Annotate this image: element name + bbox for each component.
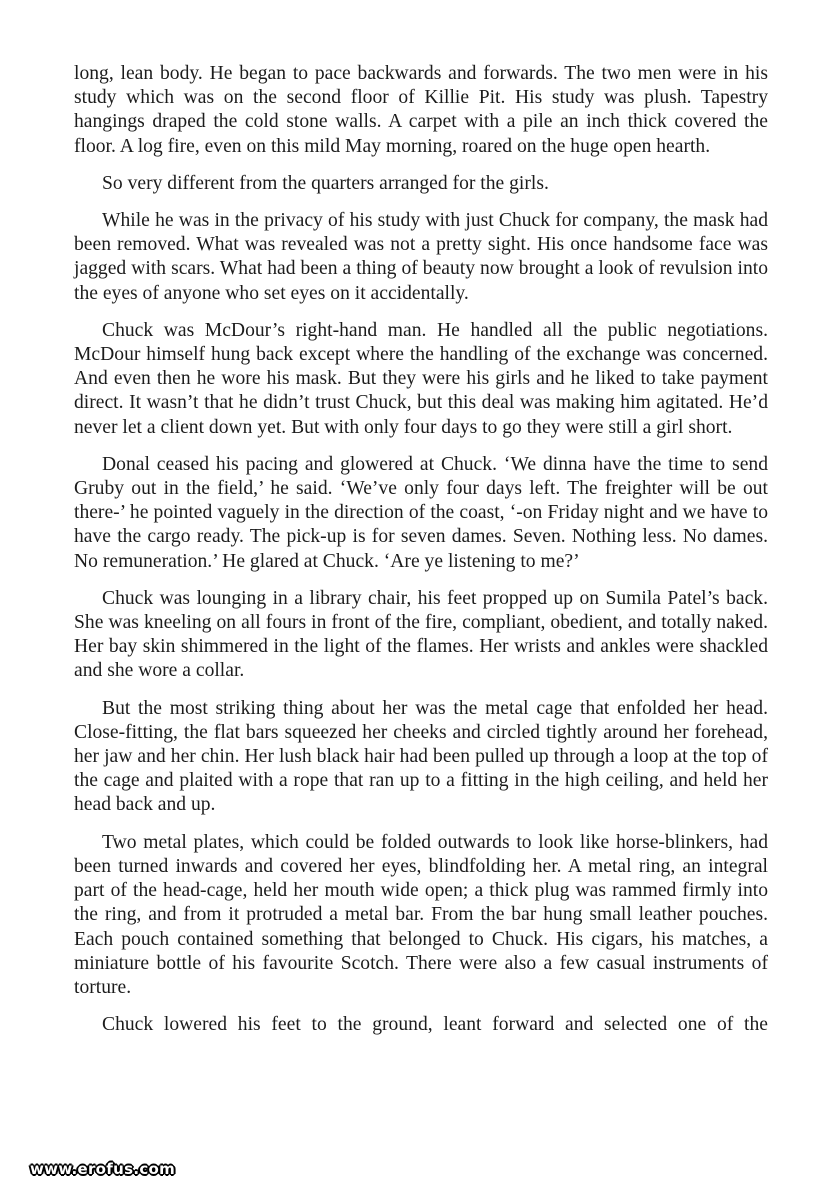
paragraph-continued: long, lean body. He began to pace backwards and forwards. The two men were in his study which was on the second floor of Killie Pit. His study was plush. Tapestry hangings draped the cold stone walls. A carpet with a pile an inch thick covered the floor. A log fire, even on this mild May morning, roared on the huge open hearth. (74, 63, 768, 157)
paragraph: Chuck was lounging in a library chair, his feet propped up on Sumila Patel’s back. She was kneeling on all fours in front of the fire, compliant, obedient, and totally naked. Her bay skin shimmered in the light of the flames. Her wrists and ankles were shackled and she wore a collar. (74, 587, 768, 682)
paragraph: Two metal plates, which could be folded outwards to look like horse-blinkers, had been turned inwards and covered her eyes, blindfolding her. A metal ring, an integral part of the head-cage, held her mouth wide open; a thick plug was rammed firmly into the ring, and from it protruded a metal bar. From the bar hung small leather pouches. Each pouch contained something that belonged to Chuck. His cigars, his matches, a miniature bottle of his favourite Scotch. There were also a few casual instruments of torture. (74, 831, 768, 998)
book-page-text (74, 62, 768, 1050)
paragraph: But the most striking thing about her was the metal cage that enfolded her head. Close-fitting, the flat bars squeezed her cheeks and circled tightly around her forehead, her jaw and her chin. Her lush black hair had been pulled up through a loop at the top of the cage and plaited with a rope that ran up to a fitting in the high ceiling, and held her head back and up. (74, 697, 768, 816)
paragraph: Donal ceased his pacing and glowered at Chuck. ‘We dinna have the time to send Gruby out in the field,’ he said. ‘We’ve only four days left. The freighter will be out there-’ he pointed vaguely in the direction of the coast, ‘-on Friday night and we have to have the cargo ready. The pick-up is for seven dames. Seven. Nothing less. No dames. No remuneration.’ He glared at Chuck. ‘Are ye listening to me?’ (74, 453, 768, 572)
paragraph-truncated: Chuck lowered his feet to the ground, leant forward and selected one of the (102, 1014, 768, 1036)
paragraph: So very different from the quarters arranged for the girls. (102, 172, 549, 194)
paragraph: While he was in the privacy of his study with just Chuck for company, the mask had been removed. What was revealed was not a pretty sight. His once handsome face was jagged with scars. What had been a thing of beauty now brought a look of revulsion into the eyes of anyone who set eyes on it accidentally. (74, 210, 768, 304)
watermark-text: www.erofus.com (30, 1160, 176, 1178)
paragraph: Chuck was McDour’s right-hand man. He handled all the public negotiations. McDour himself hung back except where the handling of the exchange was concerned. And even then he wore his mask. But they were his girls and he liked to take payment direct. It wasn’t that he didn’t trust Chuck, but this deal was making him agitated. He’d never let a client down yet. But with only four days to go they were still a girl short. (74, 319, 768, 438)
